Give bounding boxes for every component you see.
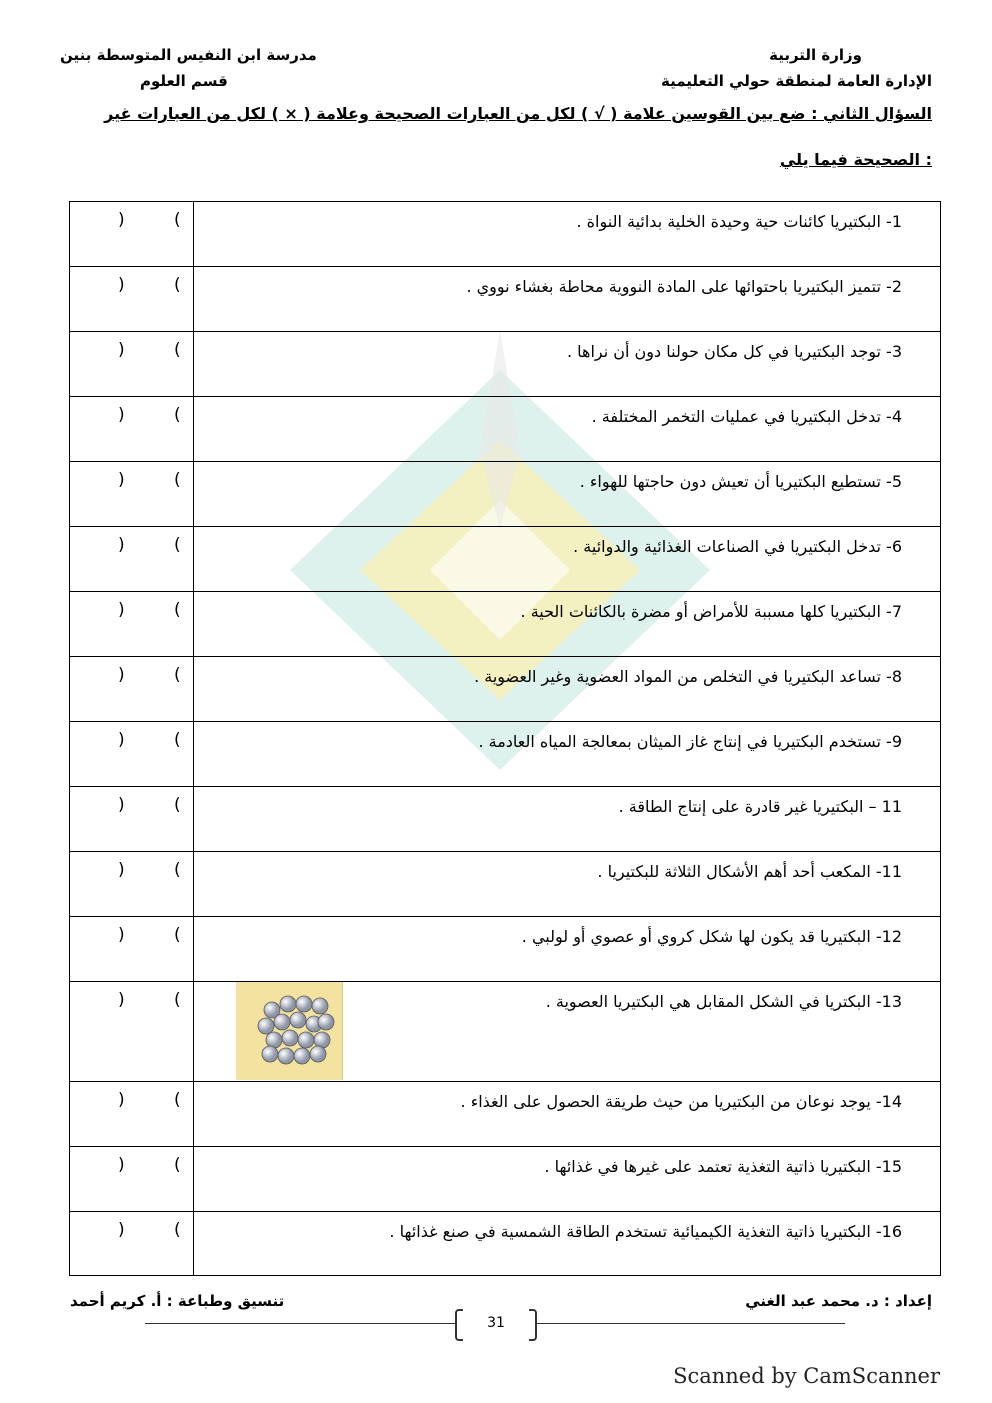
answer-box[interactable] bbox=[70, 462, 194, 526]
answer-box[interactable] bbox=[70, 917, 194, 981]
statement-row bbox=[70, 1081, 940, 1146]
statement-row bbox=[70, 591, 940, 656]
answer-box[interactable] bbox=[70, 267, 194, 331]
close-paren: ( bbox=[174, 470, 181, 490]
prepared-by: إعداد : د. محمد عبد الغني bbox=[745, 1292, 932, 1310]
bacteria-sphere bbox=[298, 1032, 314, 1048]
statement-text: 5- تستطيع البكتيريا أن تعيش دون حاجتها للهواء . bbox=[579, 472, 902, 491]
answer-box[interactable] bbox=[70, 787, 194, 851]
statement-text: 1- البكتيريا كائنات حية وحيدة الخلية بدائية النواة . bbox=[576, 212, 902, 231]
coordination-credit: تنسيق وطباعة : أ. كريم أحمد bbox=[70, 1292, 285, 1310]
open-paren: ) bbox=[118, 860, 125, 880]
open-paren: ) bbox=[118, 405, 125, 425]
statement-row bbox=[70, 1146, 940, 1211]
close-paren: ( bbox=[174, 860, 181, 880]
bacteria-cluster-image bbox=[236, 982, 343, 1080]
directorate-name: الإدارة العامة لمنطقة حولي التعليمية bbox=[660, 72, 932, 90]
statement-text: 14- يوجد نوعان من البكتيريا من حيث طريقة الحصول على الغذاء . bbox=[460, 1092, 902, 1111]
bacteria-sphere bbox=[280, 996, 296, 1012]
close-paren: ( bbox=[174, 340, 181, 360]
answer-box[interactable] bbox=[70, 722, 194, 786]
bacteria-sphere bbox=[274, 1014, 290, 1030]
statement-row bbox=[70, 851, 940, 916]
statement-row bbox=[70, 981, 940, 1081]
statement-row bbox=[70, 266, 940, 331]
statement-text: 13- البكتريا في الشكل المقابل هي البكتيريا العصوية . bbox=[545, 992, 902, 1011]
bacteria-sphere bbox=[294, 1048, 310, 1064]
answer-box[interactable] bbox=[70, 657, 194, 721]
answer-box[interactable] bbox=[70, 592, 194, 656]
open-paren: ) bbox=[118, 990, 125, 1010]
close-paren: ( bbox=[174, 210, 181, 230]
page-number: 31 bbox=[487, 1315, 505, 1331]
answer-box[interactable] bbox=[70, 1147, 194, 1211]
open-paren: ) bbox=[118, 665, 125, 685]
statement-row bbox=[70, 656, 940, 721]
bacteria-sphere bbox=[258, 1018, 274, 1034]
bacteria-sphere bbox=[310, 1046, 326, 1062]
close-paren: ( bbox=[174, 990, 181, 1010]
statement-text: 7- البكتيريا كلها مسببة للأمراض أو مضرة بالكائنات الحية . bbox=[520, 602, 902, 621]
answer-box[interactable] bbox=[70, 527, 194, 591]
statement-text: 11- المكعب أحد أهم الأشكال الثلاثة للبكتيريا . bbox=[597, 862, 902, 881]
close-paren: ( bbox=[174, 1220, 181, 1240]
open-paren: ) bbox=[118, 275, 125, 295]
answer-box[interactable] bbox=[70, 852, 194, 916]
department-name: قسم العلوم bbox=[140, 72, 228, 90]
statement-row bbox=[70, 1211, 940, 1276]
statement-row bbox=[70, 331, 940, 396]
statement-row bbox=[70, 721, 940, 786]
open-paren: ) bbox=[118, 730, 125, 750]
bacteria-sphere bbox=[314, 1032, 330, 1048]
statement-text: 2- تتميز البكتيريا باحتوائها على المادة النووية محاطة بغشاء نووي . bbox=[466, 277, 902, 296]
statement-text: 9- تستخدم البكتيريا في إنتاج غاز الميثان بمعالجة المياه العادمة . bbox=[478, 732, 902, 751]
statement-row bbox=[70, 786, 940, 851]
open-paren: ) bbox=[118, 535, 125, 555]
answer-box[interactable] bbox=[70, 202, 194, 266]
open-paren: ) bbox=[118, 795, 125, 815]
answer-box[interactable] bbox=[70, 982, 194, 1081]
open-paren: ) bbox=[118, 340, 125, 360]
close-paren: ( bbox=[174, 275, 181, 295]
open-paren: ) bbox=[118, 600, 125, 620]
statement-text: 15- البكتيريا ذاتية التغذية تعتمد على غيرها في غذائها . bbox=[544, 1157, 902, 1176]
bacteria-sphere bbox=[266, 1032, 282, 1048]
close-paren: ( bbox=[174, 795, 181, 815]
statement-text: 11 – البكتيريا غير قادرة على إنتاج الطاقة . bbox=[618, 797, 902, 816]
close-paren: ( bbox=[174, 925, 181, 945]
statement-row bbox=[70, 202, 940, 266]
open-paren: ) bbox=[118, 1220, 125, 1240]
statement-row bbox=[70, 461, 940, 526]
bacteria-sphere bbox=[290, 1012, 306, 1028]
close-paren: ( bbox=[174, 600, 181, 620]
bacteria-sphere bbox=[312, 998, 328, 1014]
bacteria-sphere bbox=[278, 1048, 294, 1064]
bacteria-sphere bbox=[296, 996, 312, 1012]
statement-row bbox=[70, 526, 940, 591]
answer-box[interactable] bbox=[70, 397, 194, 461]
close-paren: ( bbox=[174, 1090, 181, 1110]
statement-row bbox=[70, 396, 940, 461]
page-number-box bbox=[455, 1309, 537, 1339]
close-paren: ( bbox=[174, 1155, 181, 1175]
open-paren: ) bbox=[118, 925, 125, 945]
close-paren: ( bbox=[174, 730, 181, 750]
statement-text: 3- توجد البكتيريا في كل مكان حولنا دون أن نراها . bbox=[566, 342, 902, 361]
scanner-mark: Scanned by CamScanner bbox=[673, 1364, 940, 1388]
open-paren: ) bbox=[118, 1155, 125, 1175]
statements-table bbox=[69, 201, 941, 1276]
open-paren: ) bbox=[118, 210, 125, 230]
answer-box[interactable] bbox=[70, 1212, 194, 1276]
bacteria-sphere bbox=[262, 1046, 278, 1062]
statement-text: 16- البكتيريا ذاتية التغذية الكيميائية تستخدم الطاقة الشمسية في صنع غذائها . bbox=[389, 1222, 902, 1241]
school-name: مدرسة ابن النفيس المتوسطة بنين bbox=[60, 46, 317, 64]
close-paren: ( bbox=[174, 405, 181, 425]
statement-row bbox=[70, 916, 940, 981]
close-paren: ( bbox=[174, 535, 181, 555]
close-paren: ( bbox=[174, 665, 181, 685]
open-paren: ) bbox=[118, 470, 125, 490]
answer-box[interactable] bbox=[70, 332, 194, 396]
ministry-name: وزارة التربية bbox=[769, 46, 862, 64]
bacteria-sphere bbox=[282, 1030, 298, 1046]
bacteria-sphere bbox=[318, 1014, 334, 1030]
question-title-line2: الصحيحة فيما يلي : bbox=[779, 150, 932, 169]
statement-text: 8- تساعد البكتيريا في التخلص من المواد العضوية وغير العضوية . bbox=[474, 667, 902, 686]
statement-text: 6- تدخل البكتيريا في الصناعات الغذائية والدوائية . bbox=[573, 537, 902, 556]
question-title-line1: السؤال الثاني : ضع بين القوسين علامة ( √ ) لكل من العبارات الصحيحة وعلامة ( × ) لكل من العبارات غير bbox=[104, 104, 932, 123]
statement-text: 4- تدخل البكتيريا في عمليات التخمر المختلفة . bbox=[591, 407, 902, 426]
statement-text: 12- البكتيريا قد يكون لها شكل كروي أو عصوي أو لولبي . bbox=[521, 927, 902, 946]
open-paren: ) bbox=[118, 1090, 125, 1110]
answer-box[interactable] bbox=[70, 1082, 194, 1146]
